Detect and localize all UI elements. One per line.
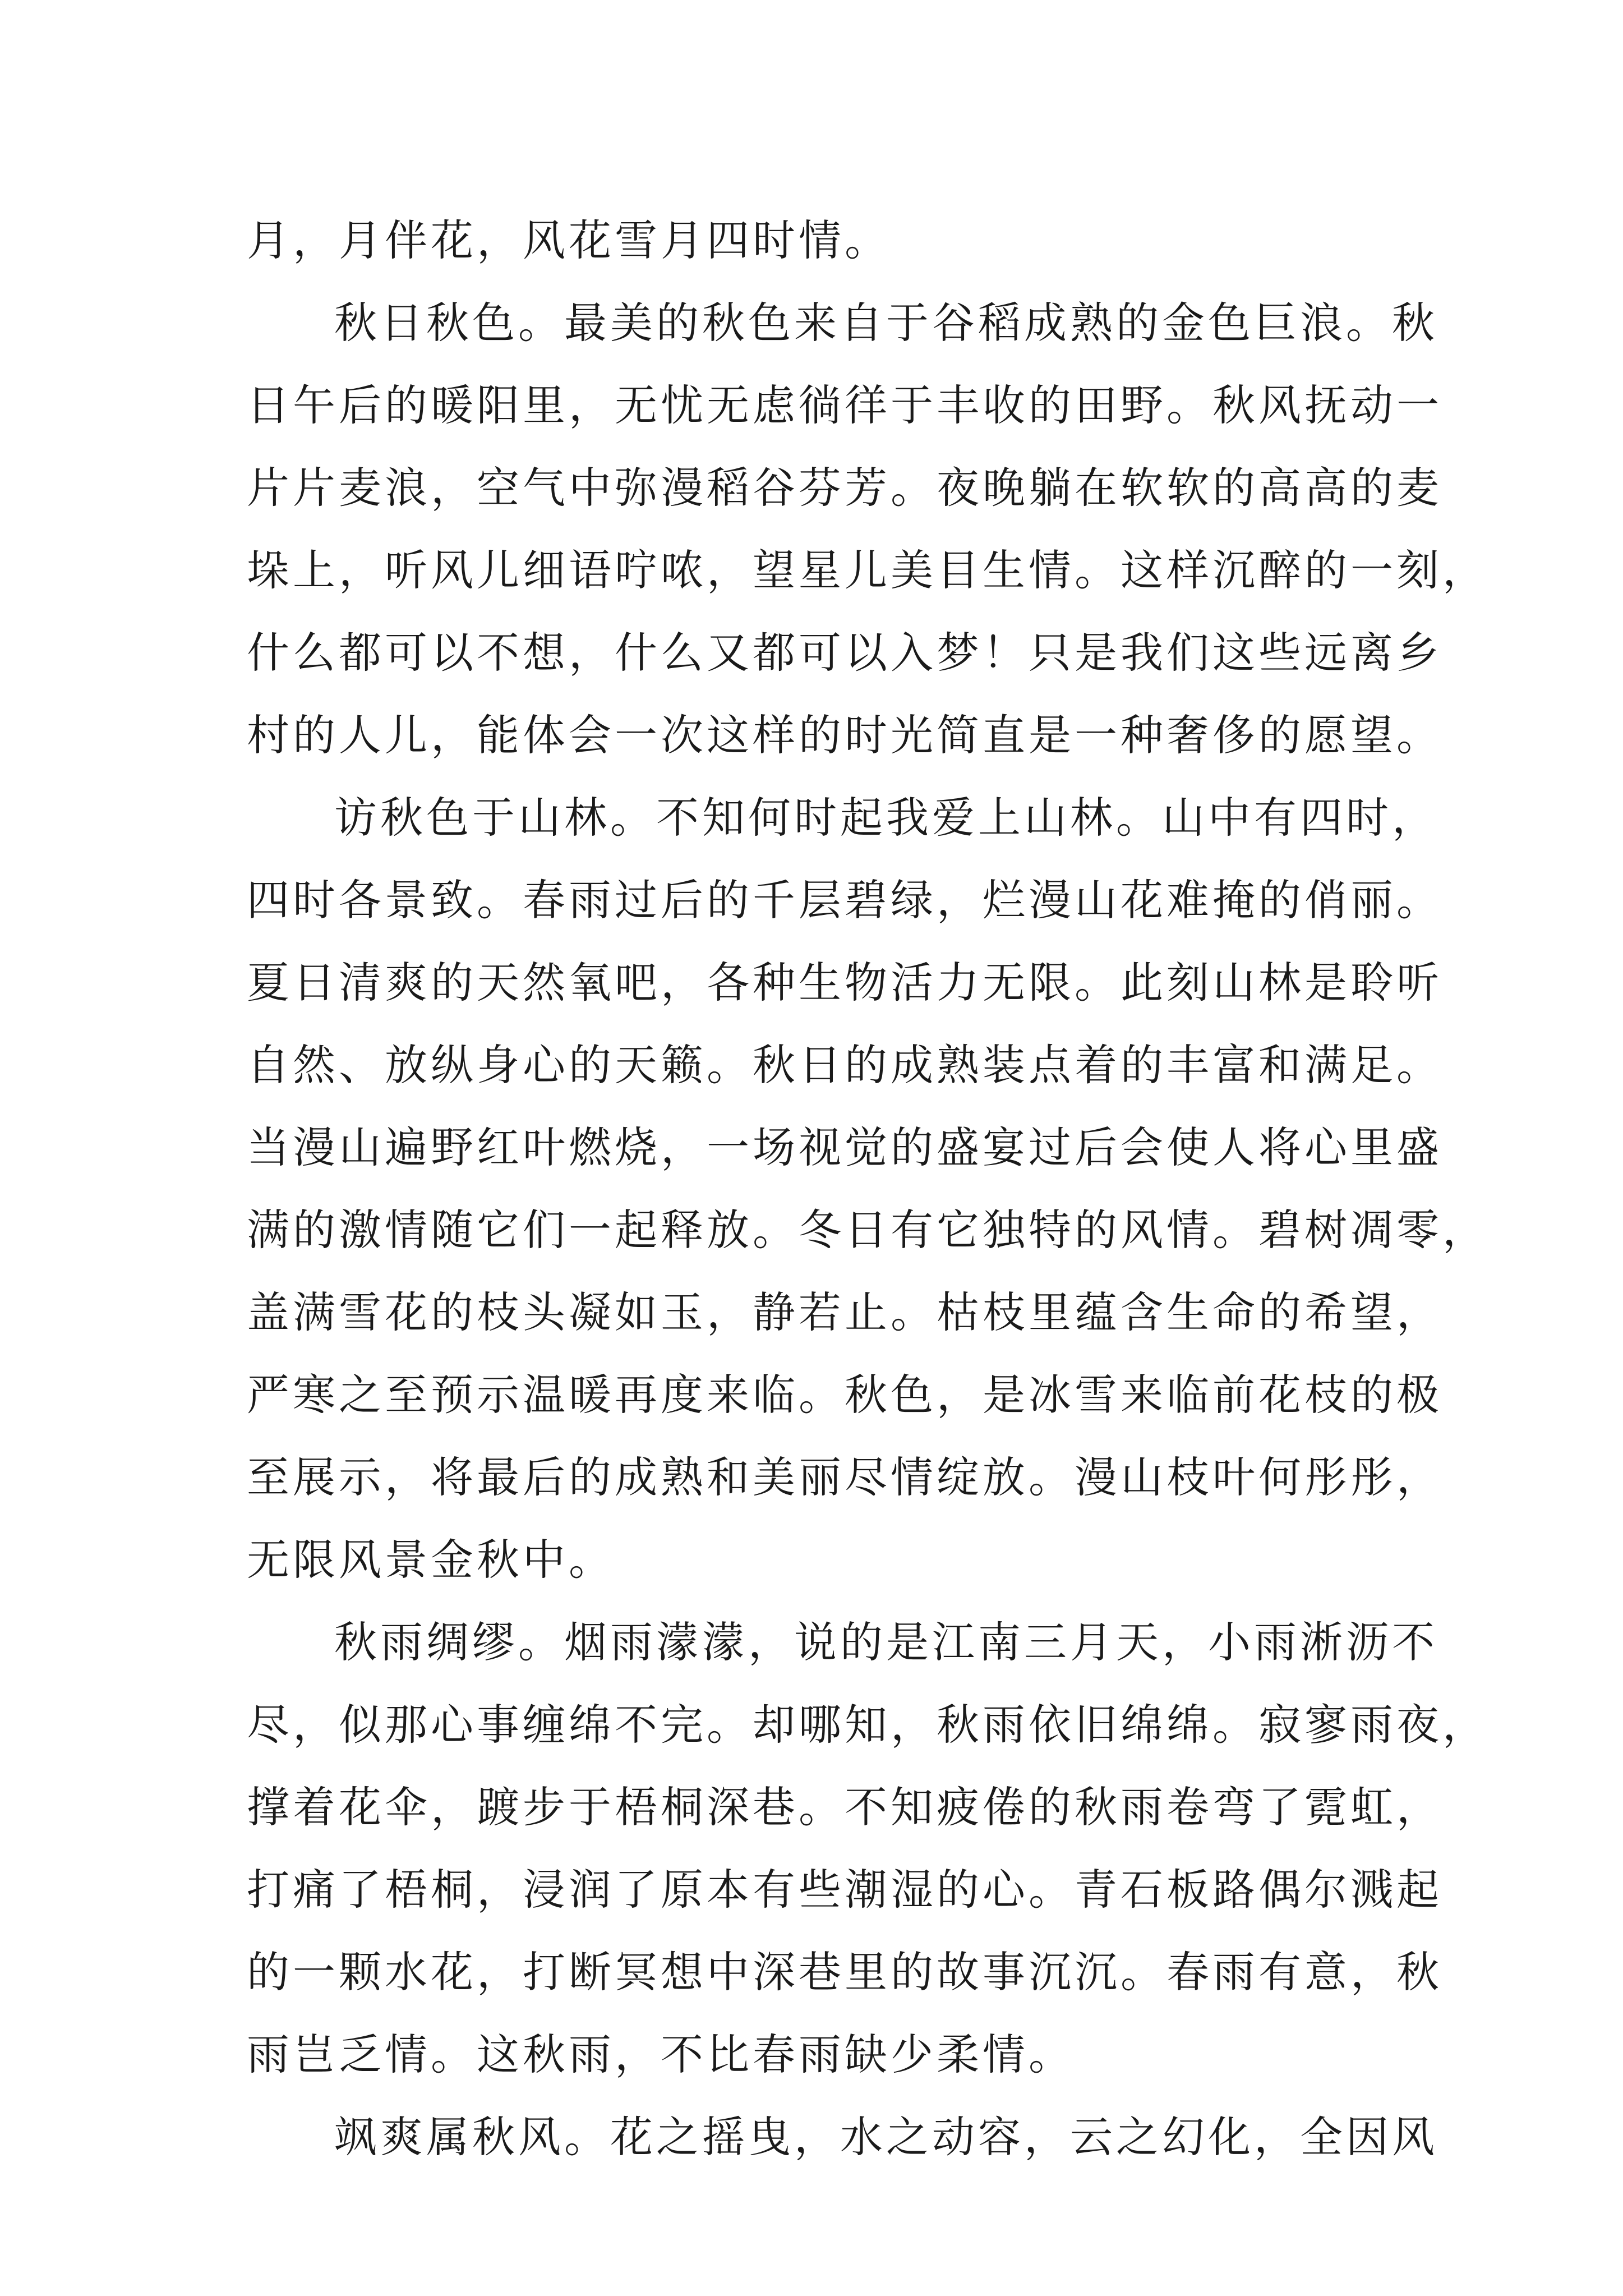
text-line: 尽，似那心事缠绵不完。却哪知，秋雨依旧绵绵。寂寥雨夜， [247,1700,1488,1750]
text-line: 秋雨绸缪。烟雨濛濛，说的是江南三月天，小雨淅沥不 [334,1617,1438,1667]
text-line: 的一颗水花，打断冥想中深巷里的故事沉沉。春雨有意，秋 [247,1947,1442,1997]
text-line: 四时各景致。春雨过后的千层碧绿，烂漫山花难掩的俏丽。 [247,875,1442,925]
text-line: 村的人儿，能体会一次这样的时光简直是一种奢侈的愿望。 [247,710,1442,760]
text-line: 至展示，将最后的成熟和美丽尽情绽放。漫山枝叶何彤彤， [247,1452,1442,1502]
text-line: 片片麦浪，空气中弥漫稻谷芬芳。夜晚躺在软软的高高的麦 [247,463,1442,513]
text-line: 秋日秋色。最美的秋色来自于谷稻成熟的金色巨浪。秋 [334,298,1438,348]
text-line: 撑着花伞，踱步于梧桐深巷。不知疲倦的秋雨卷弯了霓虹， [247,1782,1442,1832]
text-line: 飒爽属秋风。花之摇曳，水之动容，云之幻化，全因风 [334,2112,1438,2162]
text-line: 盖满雪花的枝头凝如玉，静若止。枯枝里蕴含生命的希望， [247,1287,1442,1337]
paragraph [247,776,1488,1601]
paragraph [247,2096,1438,2178]
text-line: 垛上，听风儿细语咛哝，望星儿美目生情。这样沉醉的一刻， [247,545,1488,595]
text-line: 夏日清爽的天然氧吧，各种生物活力无限。此刻山林是聆听 [247,958,1442,1007]
text-line: 什么都可以不想，什么又都可以入梦！只是我们这些远离乡 [247,628,1442,678]
text-line: 当漫山遍野红叶燃烧，一场视觉的盛宴过后会使人将心里盛 [247,1122,1442,1172]
paragraph [247,1601,1488,2096]
text-line: 月，月伴花，风花雪月四时情。 [247,215,891,265]
text-line: 满的激情随它们一起释放。冬日有它独特的风情。碧树凋零， [247,1205,1488,1255]
body-text [247,199,1488,2178]
text-line: 打痛了梧桐，浸润了原本有些潮湿的心。青石板路偶尔溅起 [247,1865,1442,1915]
text-line: 访秋色于山林。不知何时起我爱上山林。山中有四时， [334,793,1438,843]
text-line: 无限风景金秋中。 [247,1535,615,1585]
text-line: 日午后的暖阳里，无忧无虑徜徉于丰收的田野。秋风抚动一 [247,380,1442,430]
text-line: 严寒之至预示温暖再度来临。秋色，是冰雪来临前花枝的极 [247,1370,1442,1420]
paragraph [247,282,1488,776]
paragraph [247,199,1380,282]
text-line: 雨岂乏情。这秋雨，不比春雨缺少柔情。 [247,2030,1075,2079]
text-line: 自然、放纵身心的天籁。秋日的成熟装点着的丰富和满足。 [247,1040,1442,1090]
